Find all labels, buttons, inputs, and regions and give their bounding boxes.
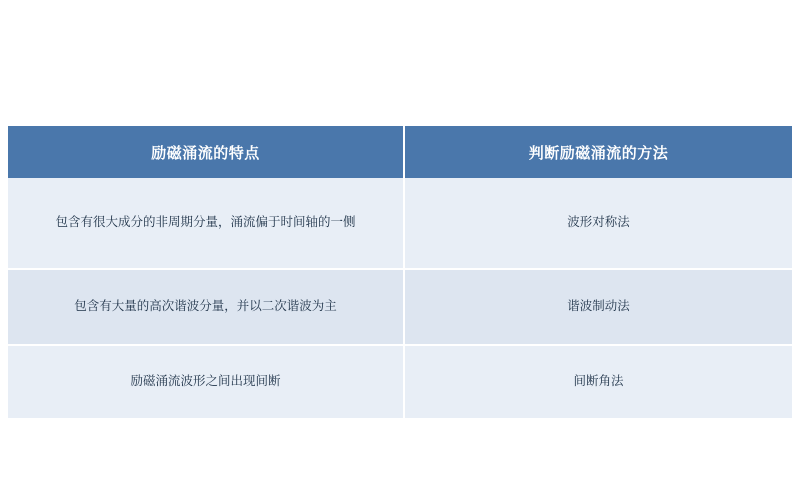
table-row [8,178,792,269]
inrush-current-table [8,126,792,418]
table-container [8,126,792,418]
table-header-row [8,126,792,178]
cell-method-text: 间断角法 [573,374,624,389]
cell-method [404,345,792,418]
cell-method-text: 谐波制动法 [567,299,630,314]
column-header-method: 判断励磁涌流的方法 [404,126,792,178]
cell-feature [8,178,404,269]
table-row [8,269,792,345]
cell-feature-text: 励磁涌流波形之间出现间断 [130,374,281,389]
column-header-feature: 励磁涌流的特点 [8,126,404,178]
cell-feature-text: 包含有大量的高次谐波分量，并以二次谐波为主 [74,299,337,314]
cell-method-text: 波形对称法 [567,215,630,230]
cell-feature [8,269,404,345]
table-row [8,345,792,418]
cell-feature-text: 包含有很大成分的非周期分量，涌流偏于时间轴的一侧 [55,215,356,230]
table-body [8,178,792,418]
table-header [8,126,792,178]
cell-feature [8,345,404,418]
cell-method [404,269,792,345]
cell-method [404,178,792,269]
